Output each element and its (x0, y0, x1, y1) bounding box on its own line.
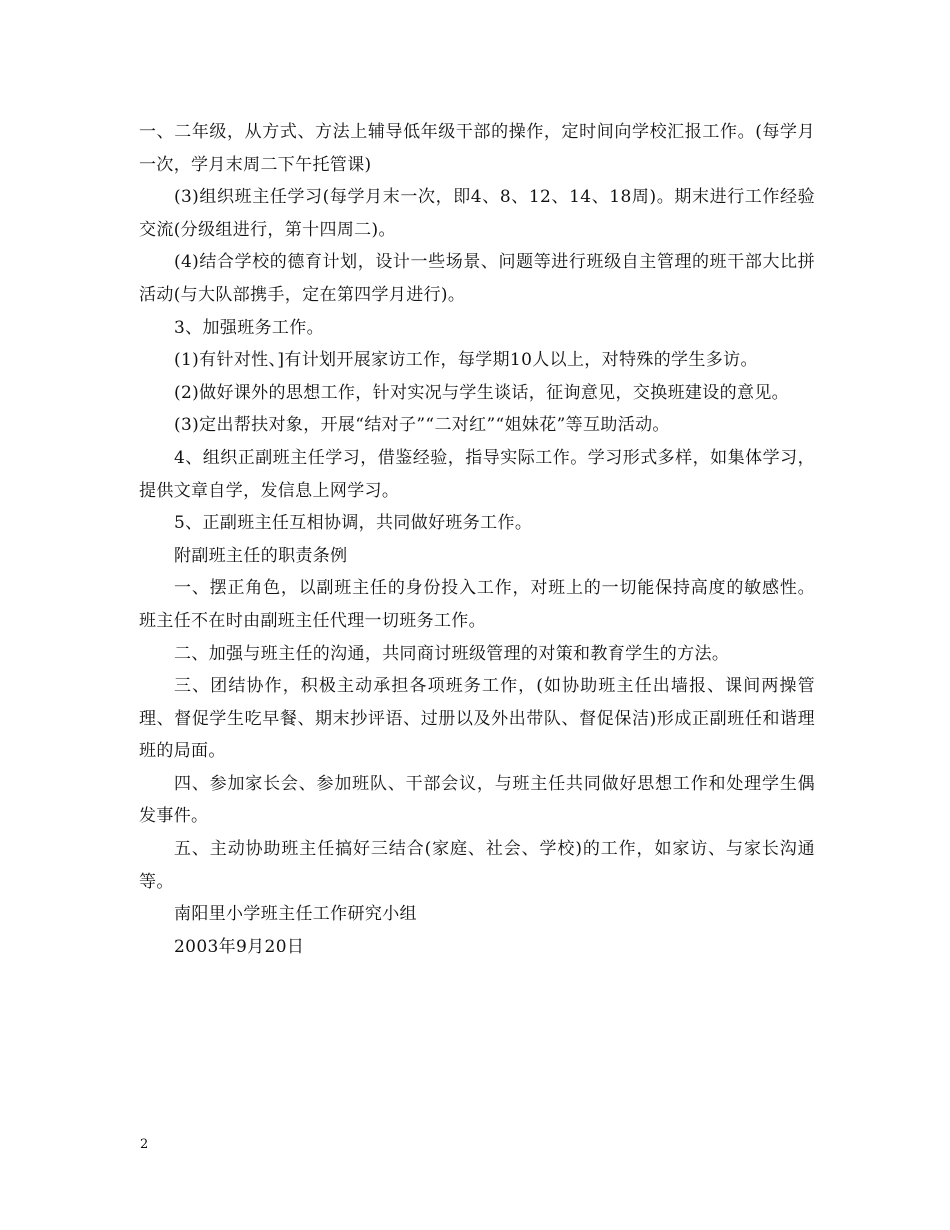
duty-item-1: 一、摆正角色，以副班主任的身份投入工作，对班上的一切能保持高度的敏感性。班主任不在时由副班主任代理一切班务工作。 (139, 578, 815, 631)
document-body (139, 116, 815, 963)
paragraph-8: 4、组织正副班主任学习，借鉴经验，指导实际工作。学习形式多样，如集体学习，提供文章自学，发信息上网学习。 (139, 447, 815, 501)
duty-item-4: 四、参加家长会、参加班队、干部会议，与班主任共同做好思想工作和处理学生偶发事件。 (139, 773, 815, 827)
page-number: 2 (140, 1137, 149, 1152)
signature-organization: 南阳里小学班主任工作研究小组 (174, 904, 417, 925)
paragraph-1: 一、二年级，从方式、方法上辅导低年级干部的操作，定时间向学校汇报工作。(每学月一次，学月末周二下午托管课) (139, 122, 815, 175)
paragraph-6: (2)做好课外的思想工作，针对实况与学生谈话，征询意见，交换班建设的意见。 (174, 382, 790, 403)
paragraph-7: (3)定出帮扶对象，开展“结对子”“二对红”“姐妹花”等互助活动。 (174, 415, 670, 436)
duty-item-2: 二、加强与班主任的沟通，共同商讨班级管理的对策和教育学生的方法。 (174, 643, 730, 664)
paragraph-5: (1)有针对性、]有计划开展家访工作，每学期10人以上，对特殊的学生多访。 (174, 350, 758, 371)
section-heading-3: 3、加强班务工作。 (174, 317, 324, 338)
paragraph-3: (4)结合学校的德育计划，设计一些场景、问题等进行班级自主管理的班干部大比拼活动(与大队部携手，定在第四学月进行)。 (139, 252, 815, 305)
duty-item-5: 五、主动协助班主任搞好三结合(家庭、社会、学校)的工作，如家访、与家长沟通等。 (139, 839, 815, 892)
duty-item-3: 三、团结协作，积极主动承担各项班务工作，(如协助班主任出墙报、课间两操管理、督促学生吃早餐、期末抄评语、过册以及外出带队、督促保洁)形成正副班任和谐理班的局面。 (139, 676, 815, 762)
appendix-heading: 附副班主任的职责条例 (174, 545, 348, 566)
paragraph-2: (3)组织班主任学习(每学月末一次，即4、8、12、14、18周)。期末进行工作经验交流(分级组进行，第十四周二)。 (139, 187, 815, 240)
paragraph-9: 5、正副班主任互相协调，共同做好班务工作。 (174, 513, 533, 534)
signature-date: 2003年9月20日 (174, 936, 305, 957)
